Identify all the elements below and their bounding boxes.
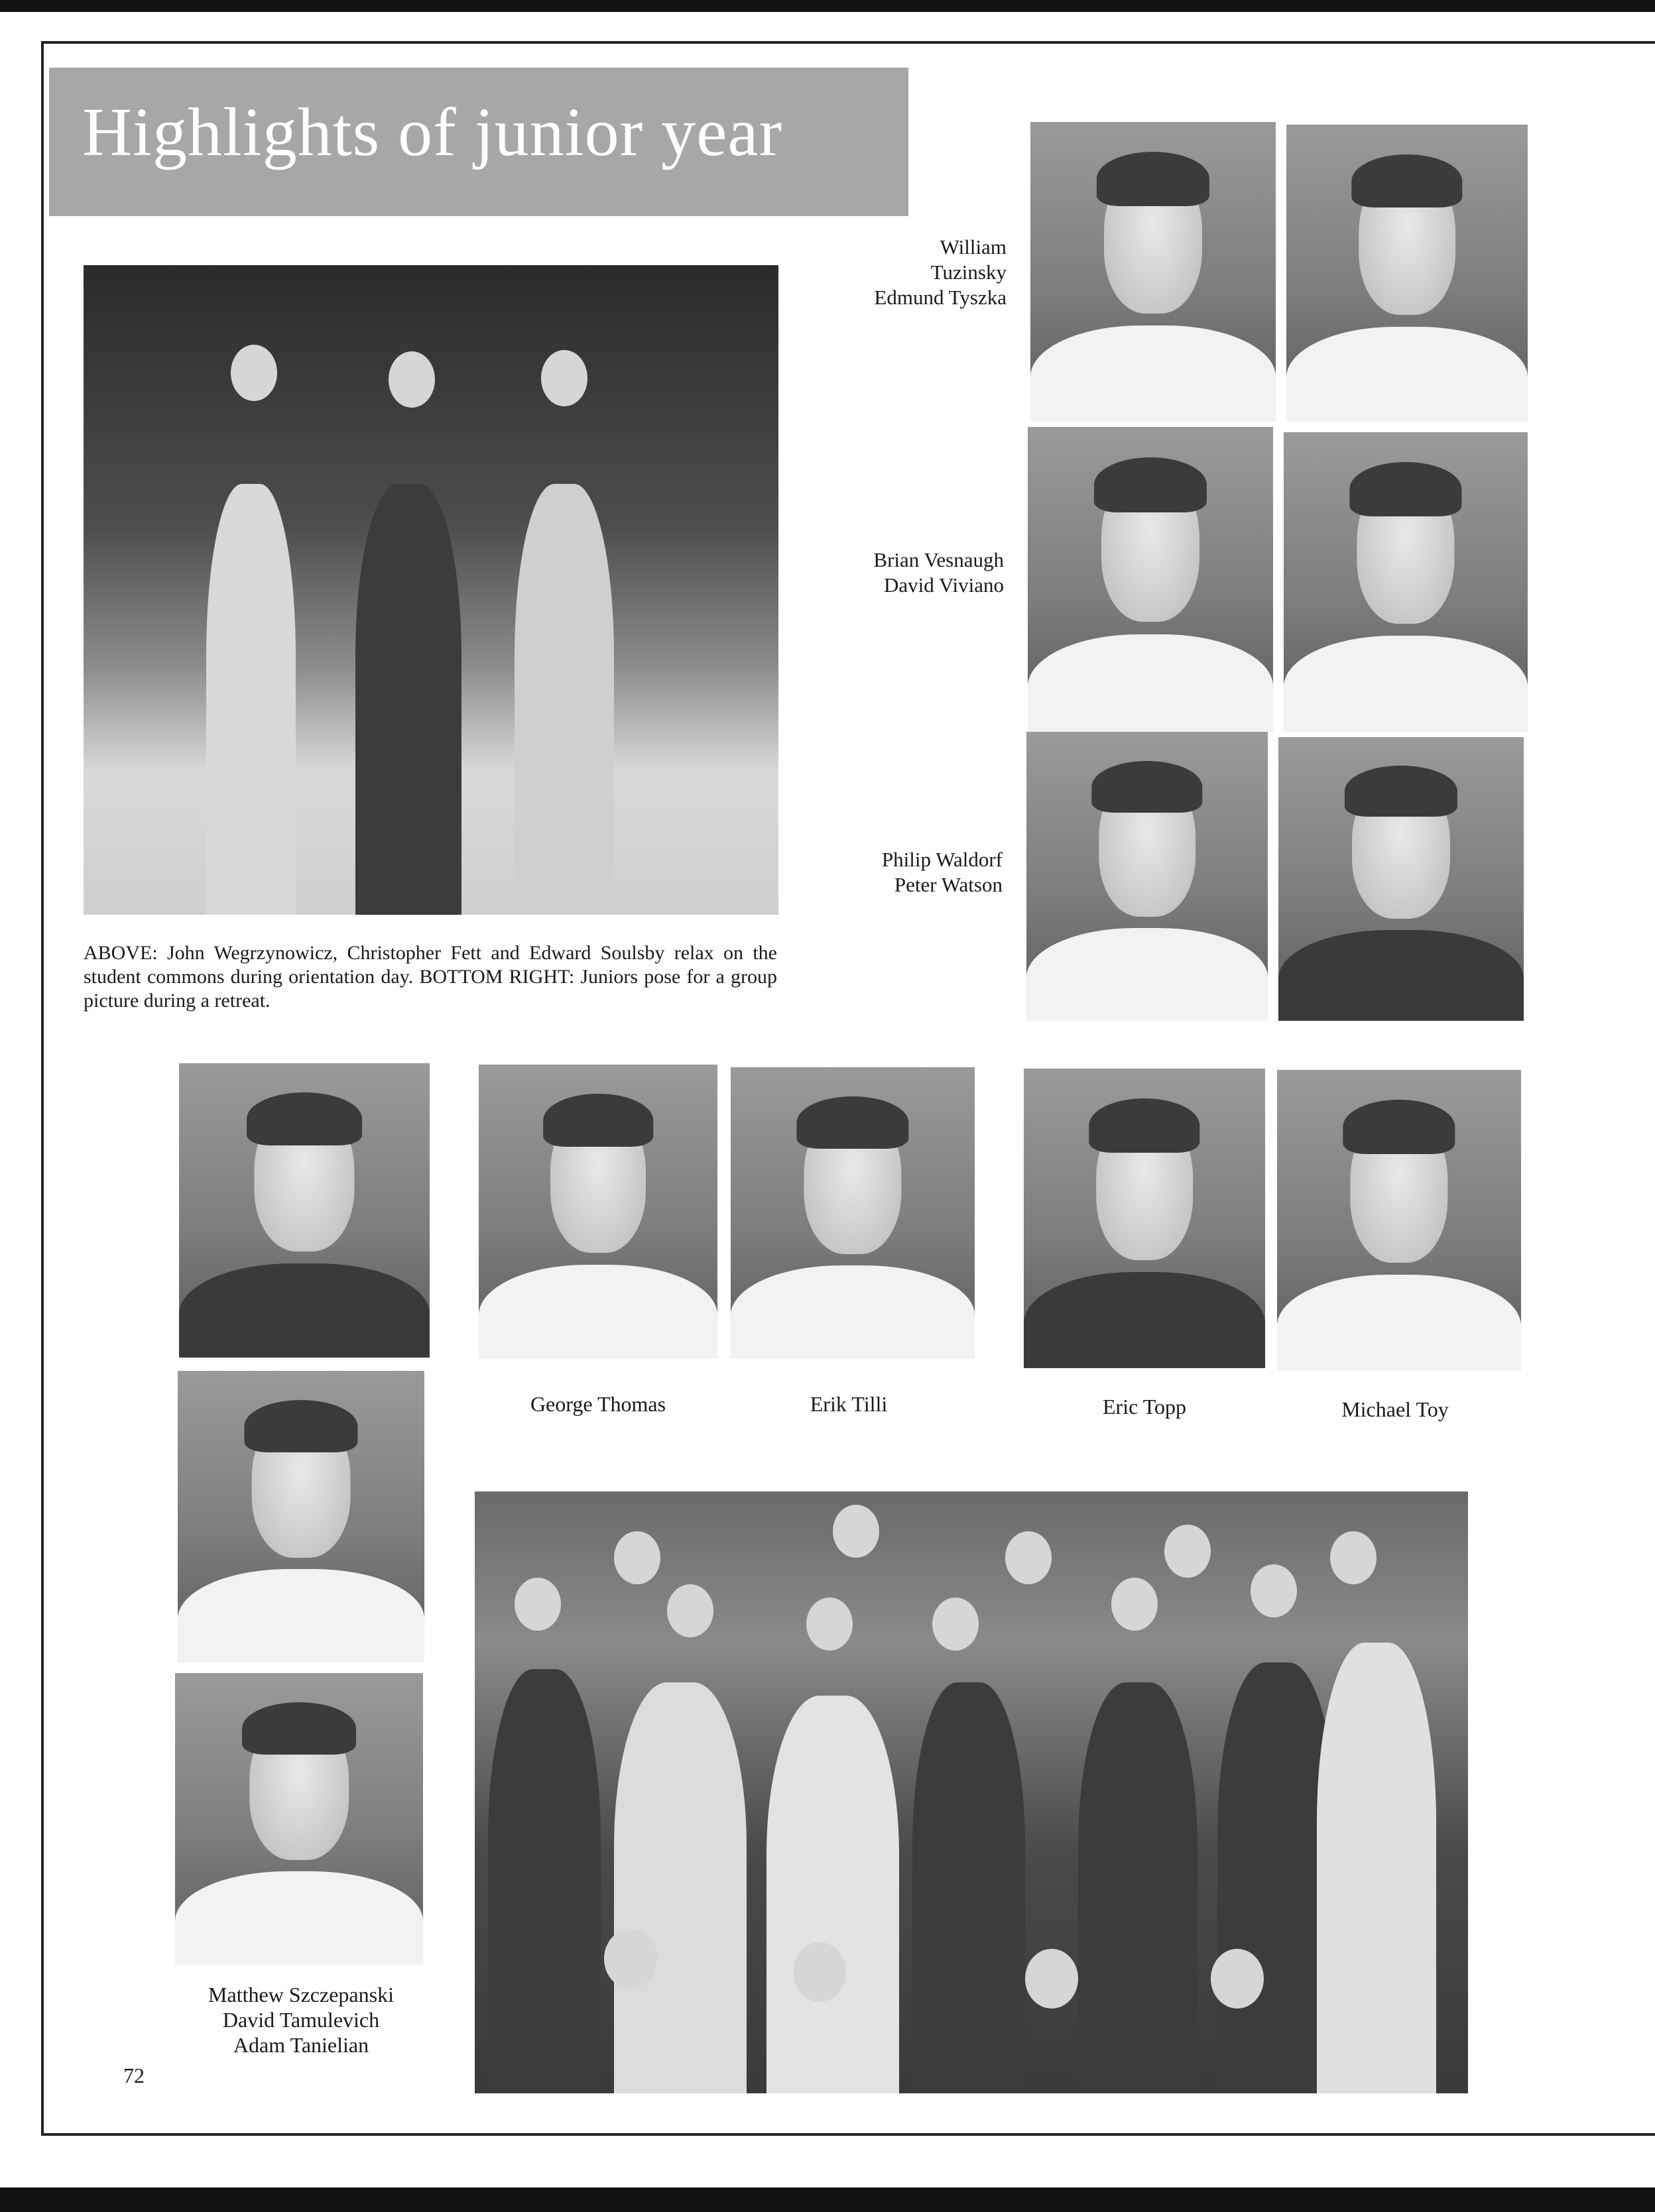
name-michael-toy: Michael Toy — [1341, 1397, 1449, 1421]
name-line: David Tamulevich — [222, 2008, 380, 2032]
name-george-thomas: George Thomas — [530, 1392, 666, 1416]
name-line: Adam Tanielian — [233, 2033, 369, 2057]
portrait-erik-tilli — [731, 1067, 975, 1359]
page-title: Highlights of junior year — [82, 94, 783, 170]
name-pair-3 — [882, 847, 1003, 898]
page-number: 72 — [123, 2064, 145, 2087]
name-eric-topp: Eric Topp — [1102, 1395, 1187, 1419]
portrait-peter-watson — [1278, 737, 1524, 1021]
name-pair-1 — [874, 235, 1007, 310]
retreat-group-photo — [475, 1491, 1468, 2093]
name-line: Brian Vesnaugh — [873, 548, 1004, 571]
portrait-michael-toy — [1277, 1070, 1521, 1371]
portrait-eric-topp — [1024, 1069, 1265, 1368]
name-line: Matthew Szczepanski — [208, 1983, 394, 2007]
portrait-edmund-tyszka — [1286, 125, 1528, 422]
orientation-day-photo — [84, 265, 778, 915]
portrait-philip-waldorf — [1026, 732, 1268, 1021]
portrait-adam-tanielian — [175, 1673, 423, 1965]
left-stack-names — [168, 1982, 434, 2058]
portrait-william-tuzinsky — [1030, 122, 1276, 422]
name-pair-2 — [873, 548, 1004, 598]
portrait-george-thomas — [479, 1065, 717, 1359]
top-scan-band — [0, 0, 1655, 12]
portrait-david-viviano — [1284, 432, 1528, 732]
name-erik-tilli: Erik Tilli — [810, 1392, 888, 1416]
portrait-matthew-szczepanski — [179, 1063, 430, 1358]
name-line: William — [940, 235, 1007, 259]
portrait-brian-vesnaugh — [1028, 427, 1273, 732]
name-line: Peter Watson — [894, 873, 1003, 896]
name-line: Edmund Tyszka — [874, 286, 1007, 309]
title-banner — [49, 68, 908, 216]
name-line: Tuzinsky — [930, 261, 1007, 284]
name-line: Philip Waldorf — [881, 848, 1003, 871]
name-line: David Viviano — [884, 573, 1004, 597]
photo-caption: ABOVE: John Wegrzynowicz, Christopher Fett and Edward Soulsby relax on the student commons during orientation day. BOTTOM RIGHT: Juniors pose for a group picture during a retreat. — [84, 942, 777, 1012]
bottom-scan-band — [0, 2187, 1655, 2212]
portrait-david-tamulevich — [178, 1371, 424, 1662]
